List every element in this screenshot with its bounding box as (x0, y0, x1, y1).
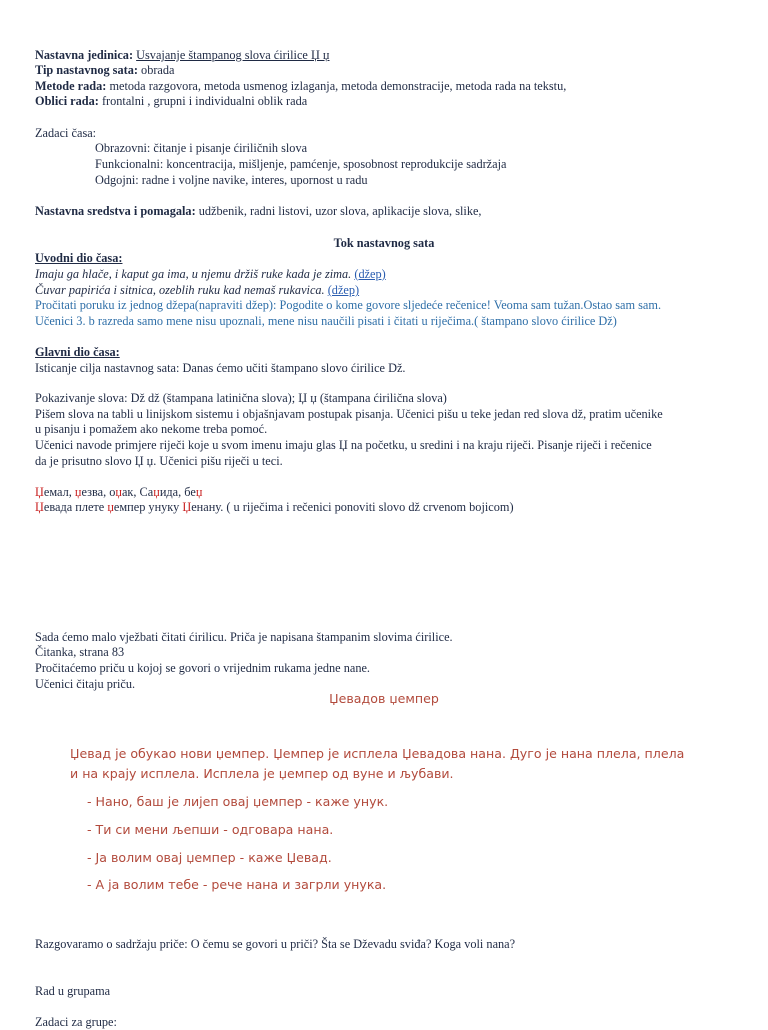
reading-line-1: Sada ćemo malo vježbati čitati ćirilicu. Priča je napisana štampanim slovima ćirilice. (35, 630, 453, 644)
teaching-aids-line (35, 204, 482, 219)
work-forms-label: Oblici rada: (35, 94, 99, 108)
main-line-5: Učenici navode primjere riječi koje u svom imenu imaju glas Џ na početku, u sredini i na kraju riječi. Pisanje riječi i rečenice (35, 438, 652, 452)
lesson-unit-value: Usvajanje štampanog slova ćirilice Џ џ (136, 48, 330, 62)
riddle-2-answer-link[interactable]: (džep) (327, 283, 360, 297)
main-heading: Glavni dio časa: (35, 345, 120, 359)
methods-line (35, 79, 566, 94)
riddle-1-answer-link[interactable]: (džep) (354, 267, 386, 281)
tasks-title: Zadaci časa: (35, 126, 97, 140)
group-tasks-line: Zadaci za grupe: (35, 1015, 117, 1029)
story-dialogue-4: - А ја волим тебе - рече нана и загрли унука. (87, 877, 387, 892)
work-forms-line (35, 94, 307, 109)
red-letter: Џ (35, 485, 44, 499)
sentence-part: евада плете (43, 500, 108, 514)
pocket-message-line-2: Učenici 3. b razreda samo mene nisu upoznali, mene nisu naučili pisati i čitati u riječima.( štampano slovo ćirilice Dž) (35, 314, 617, 328)
red-letter: Џ (182, 500, 192, 514)
red-letter: Џ (35, 500, 44, 514)
word-part: езва, о (81, 485, 116, 499)
lesson-type-line (35, 63, 175, 78)
teaching-aids-value: udžbenik, radni listovi, uzor slova, aplikacije slova, slike, (195, 204, 482, 218)
lesson-unit-label: Nastavna jedinica: (35, 48, 134, 62)
lesson-type-value: obrada (137, 63, 175, 77)
main-line-3: Pišem slova na tabli u linijskom sistemu i objašnjavam postupak pisanja. Učenici pišu u teke jedan red slova dž, pratim učenike (35, 407, 663, 421)
story-paragraph-line-2: и на крају исплела. Исплела је џемпер од вуне и љубави. (70, 766, 454, 781)
main-line-6: da je prisutno slovo Џ џ. Učenici pišu riječi u teci. (35, 454, 283, 468)
example-sentence (35, 500, 514, 515)
word-part: ида, бе (159, 485, 196, 499)
riddle-2-text: Čuvar papirića i sitnica, ozeblih ruku kad nemaš rukavica. (35, 283, 328, 297)
work-forms-value: frontalni , grupni i individualni oblik rada (98, 94, 308, 108)
lesson-type-label: Tip nastavnog sata: (35, 63, 138, 77)
story-dialogue-3: - Ја волим овај џемпер - каже Џевад. (87, 850, 332, 865)
pocket-message-line-1: Pročitati poruku iz jednog džepa(napraviti džep): Pogodite o kome govore sljedeće rečenice! Veoma sam tužan.Ostao sam sam. (35, 298, 662, 312)
red-letter: џ (74, 485, 82, 499)
discussion-line: Razgovaramo o sadržaju priče: O čemu se govori u priči? Šta se Dževadu sviđa? Koga voli nana? (35, 937, 516, 951)
riddle-2 (35, 283, 359, 298)
riddle-1 (35, 267, 386, 282)
main-line-1: Isticanje cilja nastavnog sata: Danas ćemo učiti štampano slovo ćirilice Dž. (35, 361, 406, 375)
story-dialogue-2: - Ти си мени љепши - одговара нана. (87, 822, 334, 837)
lesson-unit-line (35, 48, 330, 63)
methods-label: Metode rada: (35, 79, 107, 93)
task-upbringing: Odgojni: radne i voljne navike, interes, upornost u radu (95, 173, 368, 187)
story-paragraph-line-1: Џевад је обукао нови џемпер. Џемпер је исплела Џевадова нана. Дуго је нана плела, плела (70, 746, 685, 761)
group-work-line: Rad u grupama (35, 984, 111, 998)
sentence-part: енану. ( u riječima i rečenici ponoviti slovo dž crvenom bojicom) (191, 500, 514, 514)
sentence-part: емпер унуку (113, 500, 183, 514)
main-line-4: u pisanju i pomažem ako nekome treba pomoć. (35, 422, 268, 436)
main-line-2: Pokazivanje slova: Dž dž (štampana latinična slova); Џ џ (štampana ćirilična slova) (35, 391, 447, 405)
reading-line-4: Učenici čitaju priču. (35, 677, 136, 691)
red-letter: џ (153, 485, 160, 499)
intro-heading: Uvodni dio časa: (35, 251, 123, 265)
word-part: ак, Са (121, 485, 154, 499)
red-letter: џ (115, 485, 122, 499)
teaching-aids-label: Nastavna sredstva i pomagala: (35, 204, 196, 218)
red-letter: џ (195, 485, 203, 499)
reading-line-3: Pročitaćemo priču u kojoj se govori o vrijednim rukama jedne nane. (35, 661, 370, 675)
reading-line-2: Čitanka, strana 83 (35, 645, 125, 659)
methods-value: metoda razgovora, metoda usmenog izlaganja, metoda demonstracije, metoda rada na tekstu, (106, 79, 567, 93)
red-letter: џ (107, 500, 114, 514)
example-words (35, 485, 202, 500)
word-part: емал, (43, 485, 75, 499)
task-educational: Obrazovni: čitanje i pisanje ćiriličnih slova (95, 141, 308, 155)
story-dialogue-1: - Нано, баш је лијеп овај џемпер - каже унук. (87, 794, 389, 809)
lesson-flow-title: Tok nastavnog sata (333, 236, 435, 250)
task-functional: Funkcionalni: koncentracija, mišljenje, pamćenje, sposobnost reprodukcije sadržaja (95, 157, 507, 171)
story-title: Џевадов џемпер (329, 691, 439, 706)
riddle-1-text: Imaju ga hlače, i kaput ga ima, u njemu držiš ruke kada je zima. (35, 267, 355, 281)
